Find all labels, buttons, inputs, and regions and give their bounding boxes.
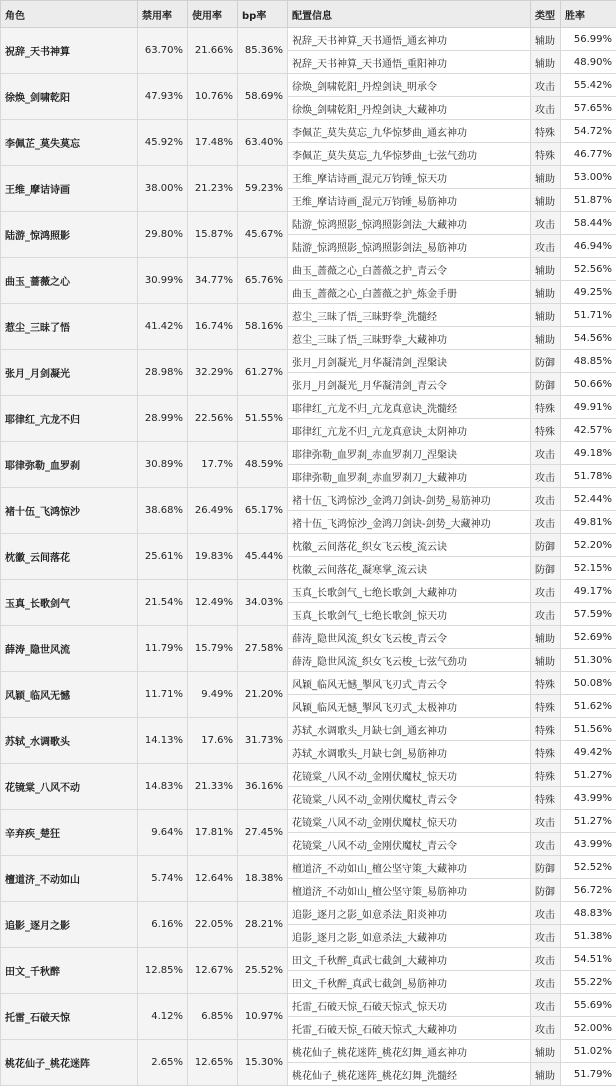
bp-rate-cell: 21.20% [238,672,288,718]
role-name-cell: 祝辞_天书神算 [1,28,138,74]
config-cell: 陆游_惊鸿照影_惊鸿照影剑法_大藏神功 [288,212,531,235]
type-cell: 特殊 [531,143,561,166]
table-row [1,212,616,235]
table-row [1,488,616,511]
ban-rate-cell: 28.98% [138,350,188,396]
config-cell: 张月_月剑凝光_月华凝清剑_青云令 [288,373,531,396]
win-rate-cell: 51.56% [561,718,616,741]
ban-rate-cell: 14.83% [138,764,188,810]
bp-rate-cell: 10.97% [238,994,288,1040]
type-cell: 特殊 [531,787,561,810]
type-cell: 攻击 [531,948,561,971]
table-row [1,856,616,879]
win-rate-cell: 58.44% [561,212,616,235]
config-cell: 花镜棠_八风不动_金刚伏魔杖_青云令 [288,833,531,856]
role-name-cell: 李佩芷_莫失莫忘 [1,120,138,166]
bp-rate-cell: 34.03% [238,580,288,626]
ban-rate-cell: 30.99% [138,258,188,304]
table-row [1,764,616,787]
role-name-cell: 陆游_惊鸿照影 [1,212,138,258]
config-cell: 玉真_长歌剑气_七绝长歌剑_大藏神功 [288,580,531,603]
type-cell: 攻击 [531,488,561,511]
config-cell: 祝辞_天书神算_天书通悟_重阳神功 [288,51,531,74]
win-rate-cell: 51.79% [561,1063,616,1086]
bp-rate-cell: 59.23% [238,166,288,212]
win-rate-cell: 52.20% [561,534,616,557]
config-cell: 枕徽_云间落花_织女飞云梭_流云诀 [288,534,531,557]
win-rate-cell: 51.38% [561,925,616,948]
type-cell: 特殊 [531,695,561,718]
type-cell: 攻击 [531,97,561,120]
type-cell: 攻击 [531,212,561,235]
ban-rate-cell: 28.99% [138,396,188,442]
config-cell: 檀道济_不动如山_檀公坚守策_大藏神功 [288,856,531,879]
ban-rate-cell: 12.85% [138,948,188,994]
bp-rate-cell: 27.58% [238,626,288,672]
use-rate-cell: 21.33% [188,764,238,810]
bp-rate-cell: 58.69% [238,74,288,120]
ban-rate-cell: 47.93% [138,74,188,120]
type-cell: 辅助 [531,649,561,672]
win-rate-cell: 52.56% [561,258,616,281]
win-rate-cell: 57.65% [561,97,616,120]
use-rate-cell: 12.65% [188,1040,238,1086]
table-row [1,350,616,373]
config-cell: 托雷_石破天惊_石破天惊式_惊天功 [288,994,531,1017]
bp-rate-cell: 61.27% [238,350,288,396]
bp-rate-cell: 65.17% [238,488,288,534]
win-rate-cell: 51.62% [561,695,616,718]
win-rate-cell: 46.77% [561,143,616,166]
ban-rate-cell: 21.54% [138,580,188,626]
ban-rate-cell: 2.65% [138,1040,188,1086]
use-rate-cell: 16.74% [188,304,238,350]
table-row [1,718,616,741]
win-rate-cell: 52.44% [561,488,616,511]
config-cell: 苏轼_水调歌头_月缺七剑_通玄神功 [288,718,531,741]
bp-rate-cell: 51.55% [238,396,288,442]
config-cell: 薛涛_隐世风流_织女飞云梭_青云令 [288,626,531,649]
win-rate-cell: 49.42% [561,741,616,764]
type-cell: 特殊 [531,672,561,695]
type-cell: 防御 [531,557,561,580]
bp-rate-cell: 28.21% [238,902,288,948]
table-row [1,258,616,281]
type-cell: 防御 [531,350,561,373]
config-cell: 花镜棠_八风不动_金刚伏魔杖_惊天功 [288,810,531,833]
config-cell: 檀道济_不动如山_檀公坚守策_易筋神功 [288,879,531,902]
header-row [1,1,616,28]
use-rate-cell: 9.49% [188,672,238,718]
config-cell: 花镜棠_八风不动_金刚伏魔杖_青云令 [288,787,531,810]
use-rate-cell: 12.64% [188,856,238,902]
ban-rate-cell: 6.16% [138,902,188,948]
win-rate-cell: 56.72% [561,879,616,902]
role-name-cell: 王维_摩诘诗画 [1,166,138,212]
use-rate-cell: 32.29% [188,350,238,396]
use-rate-cell: 22.05% [188,902,238,948]
type-cell: 防御 [531,856,561,879]
win-rate-cell: 54.51% [561,948,616,971]
use-rate-cell: 12.49% [188,580,238,626]
config-cell: 王维_摩诘诗画_混元万钧锤_惊天功 [288,166,531,189]
win-rate-cell: 42.57% [561,419,616,442]
config-cell: 祝辞_天书神算_天书通悟_通玄神功 [288,28,531,51]
win-rate-cell: 43.99% [561,787,616,810]
ban-rate-cell: 11.79% [138,626,188,672]
ban-rate-cell: 11.71% [138,672,188,718]
win-rate-cell: 51.27% [561,764,616,787]
type-cell: 辅助 [531,327,561,350]
bp-rate-cell: 45.44% [238,534,288,580]
use-rate-cell: 19.83% [188,534,238,580]
win-rate-cell: 51.02% [561,1040,616,1063]
config-cell: 张月_月剑凝光_月华凝清剑_涅槃诀 [288,350,531,373]
role-name-cell: 辛弃疾_楚狂 [1,810,138,856]
ban-rate-cell: 63.70% [138,28,188,74]
table-row [1,74,616,97]
win-rate-cell: 48.83% [561,902,616,925]
config-cell: 耶律弥勒_血罗刹_赤血罗刹刀_大藏神功 [288,465,531,488]
config-cell: 风颖_临风无憾_掣风飞刃式_青云令 [288,672,531,695]
bp-rate-cell: 31.73% [238,718,288,764]
type-cell: 攻击 [531,74,561,97]
win-rate-cell: 49.81% [561,511,616,534]
bp-rate-cell: 27.45% [238,810,288,856]
config-cell: 李佩芷_莫失莫忘_九华惊梦曲_通玄神功 [288,120,531,143]
ban-rate-cell: 5.74% [138,856,188,902]
win-rate-cell: 48.85% [561,350,616,373]
table-row [1,902,616,925]
role-name-cell: 枕徽_云间落花 [1,534,138,580]
type-cell: 特殊 [531,396,561,419]
type-cell: 特殊 [531,741,561,764]
use-rate-cell: 15.79% [188,626,238,672]
role-name-cell: 追影_逐月之影 [1,902,138,948]
ban-rate-cell: 4.12% [138,994,188,1040]
config-cell: 陆游_惊鸿照影_惊鸿照影剑法_易筋神功 [288,235,531,258]
win-rate-cell: 51.87% [561,189,616,212]
table-body [1,28,616,1086]
use-rate-cell: 17.6% [188,718,238,764]
bp-rate-cell: 58.16% [238,304,288,350]
type-cell: 特殊 [531,718,561,741]
type-cell: 攻击 [531,465,561,488]
type-cell: 辅助 [531,626,561,649]
win-rate-cell: 49.18% [561,442,616,465]
win-rate-cell: 56.99% [561,28,616,51]
win-rate-cell: 54.56% [561,327,616,350]
ban-rate-cell: 41.42% [138,304,188,350]
ban-rate-cell: 30.89% [138,442,188,488]
bp-rate-cell: 36.16% [238,764,288,810]
table-row [1,120,616,143]
win-rate-cell: 51.78% [561,465,616,488]
bp-rate-cell: 15.30% [238,1040,288,1086]
role-name-cell: 耶律红_亢龙不归 [1,396,138,442]
table-row [1,580,616,603]
config-cell: 徐焕_剑啸乾阳_丹煌剑诀_明承令 [288,74,531,97]
role-name-cell: 田文_千秋醉 [1,948,138,994]
win-rate-cell: 52.15% [561,557,616,580]
type-cell: 攻击 [531,235,561,258]
type-cell: 攻击 [531,580,561,603]
use-rate-cell: 26.49% [188,488,238,534]
win-rate-cell: 55.69% [561,994,616,1017]
config-cell: 徐焕_剑啸乾阳_丹煌剑诀_大藏神功 [288,97,531,120]
type-cell: 辅助 [531,28,561,51]
ban-rate-cell: 45.92% [138,120,188,166]
config-cell: 桃花仙子_桃花迷阵_桃花幻舞_洗髓经 [288,1063,531,1086]
type-cell: 辅助 [531,304,561,327]
bp-rate-cell: 85.36% [238,28,288,74]
type-cell: 辅助 [531,189,561,212]
header-role: 角色 [1,1,138,28]
header-ban-rate: 禁用率 [138,1,188,28]
use-rate-cell: 21.23% [188,166,238,212]
type-cell: 特殊 [531,120,561,143]
win-rate-cell: 55.22% [561,971,616,994]
header-config: 配置信息 [288,1,531,28]
type-cell: 攻击 [531,902,561,925]
win-rate-cell: 43.99% [561,833,616,856]
type-cell: 辅助 [531,1063,561,1086]
win-rate-cell: 53.00% [561,166,616,189]
type-cell: 特殊 [531,764,561,787]
win-rate-cell: 49.91% [561,396,616,419]
table-row [1,396,616,419]
type-cell: 攻击 [531,994,561,1017]
role-name-cell: 褚十伍_飞鸿惊沙 [1,488,138,534]
header-win-rate: 胜率 [561,1,616,28]
type-cell: 攻击 [531,603,561,626]
config-cell: 花镜棠_八风不动_金刚伏魔杖_惊天功 [288,764,531,787]
win-rate-cell: 50.08% [561,672,616,695]
table-row [1,534,616,557]
config-cell: 褚十伍_飞鸿惊沙_金鸿刀剑诀-剑势_易筋神功 [288,488,531,511]
win-rate-cell: 46.94% [561,235,616,258]
config-cell: 追影_逐月之影_如意杀法_大藏神功 [288,925,531,948]
use-rate-cell: 15.87% [188,212,238,258]
config-cell: 惹尘_三昧了悟_三昧野拳_大藏神功 [288,327,531,350]
role-name-cell: 耶律弥勒_血罗刹 [1,442,138,488]
config-cell: 桃花仙子_桃花迷阵_桃花幻舞_通玄神功 [288,1040,531,1063]
ban-rate-cell: 14.13% [138,718,188,764]
bp-rate-cell: 65.76% [238,258,288,304]
ban-rate-cell: 9.64% [138,810,188,856]
type-cell: 防御 [531,373,561,396]
config-cell: 托雷_石破天惊_石破天惊式_大藏神功 [288,1017,531,1040]
role-name-cell: 托雷_石破天惊 [1,994,138,1040]
header-type: 类型 [531,1,561,28]
win-rate-cell: 48.90% [561,51,616,74]
win-rate-cell: 54.72% [561,120,616,143]
type-cell: 攻击 [531,511,561,534]
bp-rate-cell: 63.40% [238,120,288,166]
config-cell: 王维_摩诘诗画_混元万钧锤_易筋神功 [288,189,531,212]
win-rate-cell: 57.59% [561,603,616,626]
config-cell: 风颖_临风无憾_掣风飞刃式_太极神功 [288,695,531,718]
bp-rate-cell: 45.67% [238,212,288,258]
config-cell: 薛涛_隐世风流_织女飞云梭_七弦气劲功 [288,649,531,672]
config-cell: 枕徽_云间落花_凝寒掌_流云诀 [288,557,531,580]
config-cell: 耶律红_亢龙不归_亢龙真意诀_洗髓经 [288,396,531,419]
role-name-cell: 檀道济_不动如山 [1,856,138,902]
role-name-cell: 薛涛_隐世风流 [1,626,138,672]
use-rate-cell: 17.81% [188,810,238,856]
win-rate-cell: 51.30% [561,649,616,672]
config-cell: 李佩芷_莫失莫忘_九华惊梦曲_七弦气劲功 [288,143,531,166]
use-rate-cell: 17.7% [188,442,238,488]
use-rate-cell: 12.67% [188,948,238,994]
win-rate-cell: 55.42% [561,74,616,97]
table-row [1,1040,616,1063]
use-rate-cell: 17.48% [188,120,238,166]
type-cell: 特殊 [531,419,561,442]
use-rate-cell: 34.77% [188,258,238,304]
table-row [1,626,616,649]
config-cell: 耶律弥勒_血罗刹_赤血罗刹刀_涅槃诀 [288,442,531,465]
ban-rate-cell: 29.80% [138,212,188,258]
header-use-rate: 使用率 [188,1,238,28]
type-cell: 防御 [531,534,561,557]
win-rate-cell: 50.66% [561,373,616,396]
header-bp-rate: bp率 [238,1,288,28]
win-rate-cell: 52.00% [561,1017,616,1040]
type-cell: 防御 [531,879,561,902]
ban-rate-cell: 25.61% [138,534,188,580]
win-rate-cell: 51.27% [561,810,616,833]
role-name-cell: 张月_月剑凝光 [1,350,138,396]
use-rate-cell: 6.85% [188,994,238,1040]
win-rate-cell: 49.17% [561,580,616,603]
config-cell: 耶律红_亢龙不归_亢龙真意诀_太阴神功 [288,419,531,442]
table-row [1,810,616,833]
win-rate-cell: 49.25% [561,281,616,304]
type-cell: 辅助 [531,258,561,281]
role-name-cell: 曲玉_蔷薇之心 [1,258,138,304]
win-rate-cell: 52.52% [561,856,616,879]
config-cell: 褚十伍_飞鸿惊沙_金鸿刀剑诀-剑势_大藏神功 [288,511,531,534]
table-row [1,166,616,189]
role-name-cell: 惹尘_三昧了悟 [1,304,138,350]
config-cell: 追影_逐月之影_如意杀法_阳炎神功 [288,902,531,925]
role-name-cell: 苏轼_水调歌头 [1,718,138,764]
table-row [1,28,616,51]
use-rate-cell: 22.56% [188,396,238,442]
bp-rate-cell: 48.59% [238,442,288,488]
table-row [1,672,616,695]
table-row [1,442,616,465]
type-cell: 攻击 [531,925,561,948]
config-cell: 苏轼_水调歌头_月缺七剑_易筋神功 [288,741,531,764]
bp-rate-cell: 18.38% [238,856,288,902]
role-name-cell: 花镜棠_八风不动 [1,764,138,810]
role-name-cell: 玉真_长歌剑气 [1,580,138,626]
type-cell: 攻击 [531,833,561,856]
use-rate-cell: 21.66% [188,28,238,74]
table-row [1,304,616,327]
ban-rate-cell: 38.68% [138,488,188,534]
type-cell: 辅助 [531,1040,561,1063]
type-cell: 辅助 [531,281,561,304]
type-cell: 攻击 [531,1017,561,1040]
win-rate-cell: 52.69% [561,626,616,649]
table-row [1,948,616,971]
type-cell: 攻击 [531,442,561,465]
config-cell: 玉真_长歌剑气_七绝长歌剑_惊天功 [288,603,531,626]
config-cell: 惹尘_三昧了悟_三昧野拳_洗髓经 [288,304,531,327]
type-cell: 辅助 [531,166,561,189]
table-header [1,1,616,28]
ban-rate-cell: 38.00% [138,166,188,212]
role-name-cell: 徐焕_剑啸乾阳 [1,74,138,120]
table-row [1,994,616,1017]
role-name-cell: 桃花仙子_桃花迷阵 [1,1040,138,1086]
config-cell: 曲玉_蔷薇之心_白蔷薇之护_炼金手册 [288,281,531,304]
config-cell: 田文_千秋醉_真武七截剑_易筋神功 [288,971,531,994]
type-cell: 攻击 [531,810,561,833]
config-cell: 田文_千秋醉_真武七截剑_大藏神功 [288,948,531,971]
win-rate-cell: 51.71% [561,304,616,327]
type-cell: 辅助 [531,51,561,74]
role-name-cell: 风颖_临风无憾 [1,672,138,718]
use-rate-cell: 10.76% [188,74,238,120]
bp-rate-cell: 25.52% [238,948,288,994]
config-cell: 曲玉_蔷薇之心_白蔷薇之护_青云令 [288,258,531,281]
type-cell: 攻击 [531,971,561,994]
